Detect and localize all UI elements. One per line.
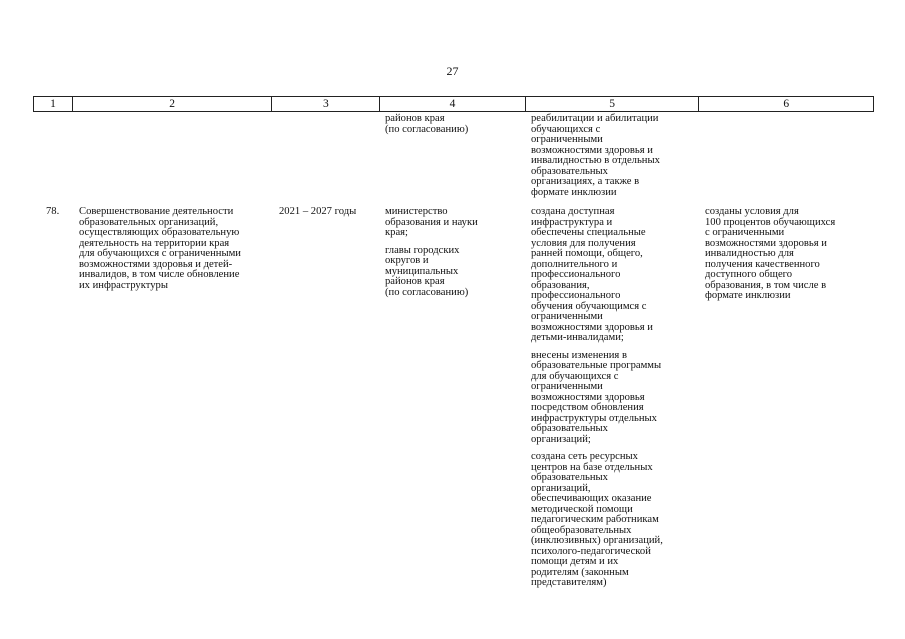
executor-ministry: министерство образования и науки края; xyxy=(385,206,478,238)
executor-municipal-heads: главы городских округов и муниципальных районов края (по согласованию) xyxy=(385,244,469,298)
continuation-executors: районов края (по согласованию) xyxy=(385,113,469,135)
page-number: 27 xyxy=(446,64,459,78)
result-infrastructure: создана доступная инфраструктура и обеспечены специальные условия для получения ранней помощи, общего, дополнительного и профессионального образования, профессионального обучения обучающимся с ограниченными возможностями здоровья и детьми-инвалидами; xyxy=(531,206,653,343)
row-number: 78. xyxy=(46,206,60,217)
table-header-row xyxy=(33,96,874,112)
column-header-4: 4 xyxy=(380,97,526,111)
indicators-text: созданы условия для 100 процентов обучающихся с ограниченными возможностями здоровья и инвалидностью для получения качественного доступного общего образования, в том числе в формате инклюзии xyxy=(705,206,836,301)
column-header-5: 5 xyxy=(526,97,700,111)
measure-text: Совершенствование деятельности образовательных организаций, осуществляющих образовательную деятельность на территории края для обучающихся с ограниченными возможностями здоровья и детей- инвалидов, в том числе обновление их инфраструктуры xyxy=(79,206,241,291)
column-header-1: 1 xyxy=(34,97,73,111)
results-cell xyxy=(531,207,701,596)
executors-cell xyxy=(385,207,525,305)
column-header-3: 3 xyxy=(272,97,380,111)
column-header-2: 2 xyxy=(73,97,273,111)
period-text: 2021 – 2027 годы xyxy=(279,206,357,217)
column-header-6: 6 xyxy=(783,98,790,110)
result-resource-centers: создана сеть ресурсных центров на базе отдельных образовательных организаций, обеспечивающих оказание методической помощи педагогическим работникам общеобразовательных (инклюзивных) организаций, психолого-педагогической помощи детям и их родителям (законным представителям) xyxy=(531,451,663,588)
continuation-results: реабилитации и абилитации обучающихся с ограниченными возможностями здоровья и инвалидностью в отдельных образовательных организациях, а также в формате инклюзии xyxy=(531,113,660,198)
result-programs: внесены изменения в образовательные программы для обучающихся с ограниченными возможностями здоровья посредством обновления инфраструктуры отдельных образовательных организаций; xyxy=(531,349,662,445)
